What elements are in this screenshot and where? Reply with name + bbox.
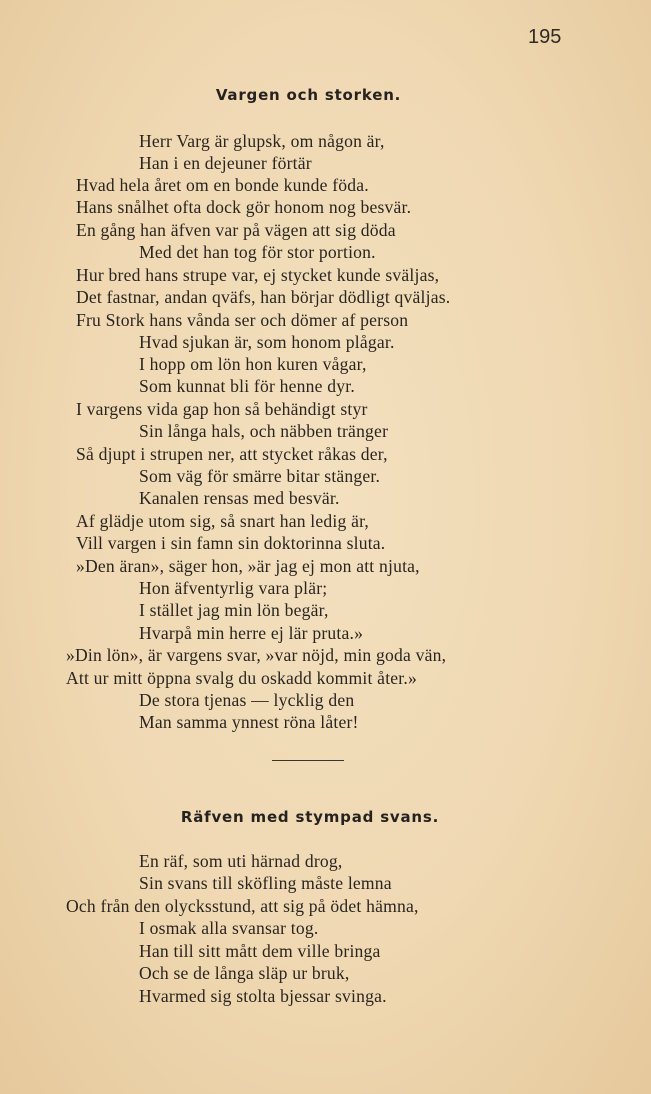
poem-line: Man samma ynnest röna låter! [139,712,359,732]
poem-line: Vill vargen i sin famn sin doktorinna sluta. [76,533,386,553]
poem-line: Af glädje utom sig, så snart han ledig är, [76,511,370,531]
poem-line: Herr Varg är glupsk, om någon är, [139,131,385,151]
poem-title-rafven-med-stympad-svans: Räfven med stympad svans. [180,808,440,826]
poem-line: »Den äran», säger hon, »är jag ej mon att njuta, [76,556,420,576]
poem-line: Och se de långa släp ur bruk, [139,963,350,983]
poem-line: Och från den olycksstund, att sig på ödet hämna, [66,896,419,916]
poem-line: Som väg för smärre bitar stänger. [139,466,381,486]
poem-line: Att ur mitt öppna svalg du oskadd kommit åter.» [66,668,417,688]
poem-line: Hon äfventyrlig vara plär; [139,578,328,598]
poem-line: En räf, som uti härnad drog, [139,851,343,871]
page-number: 195 [528,26,562,48]
poem-line: Så djupt i strupen ner, att stycket råkas der, [76,444,388,464]
poem-line: Som kunnat bli för henne dyr. [139,376,355,396]
poem-line: Sin långa hals, och näbben tränger [139,421,389,441]
poem-line: »Din lön», är vargens svar, »var nöjd, min goda vän, [66,645,447,665]
poem-line: Fru Stork hans vånda ser och dömer af person [76,310,409,330]
poem-line: I osmak alla svansar tog. [139,918,319,938]
poem-line: I stället jag min lön begär, [139,600,329,620]
poem-line: Med det han tog för stor portion. [139,242,376,262]
poem-line: En gång han äfven var på vägen att sig döda [76,220,396,240]
poem-line: Hans snålhet ofta dock gör honom nog besvär. [76,197,412,217]
section-divider [272,760,344,761]
poem-line: Hvad sjukan är, som honom plågar. [139,332,395,352]
poem-line: I hopp om lön hon kuren vågar, [139,354,367,374]
poem-line: Han till sitt mått dem ville bringa [139,941,381,961]
poem-title-vargen-och-storken: Vargen och storken. [215,86,402,104]
poem-line: Sin svans till sköfling måste lemna [139,873,392,893]
poem-line: Hvad hela året om en bonde kunde föda. [76,175,369,195]
poem-line: Han i en dejeuner förtär [139,153,312,173]
poem-line: Det fastnar, andan qväfs, han börjar dödligt qväljas. [76,287,451,307]
poem-line: Hur bred hans strupe var, ej stycket kunde sväljas, [76,265,440,285]
poem-line: Hvarmed sig stolta bjessar svinga. [139,986,387,1006]
poem-line: Kanalen rensas med besvär. [139,488,340,508]
poem-line: Hvarpå min herre ej lär pruta.» [139,623,364,643]
poem-line: I vargens vida gap hon så behändigt styr [76,399,368,419]
poem-line: De stora tjenas — lycklig den [139,690,355,710]
